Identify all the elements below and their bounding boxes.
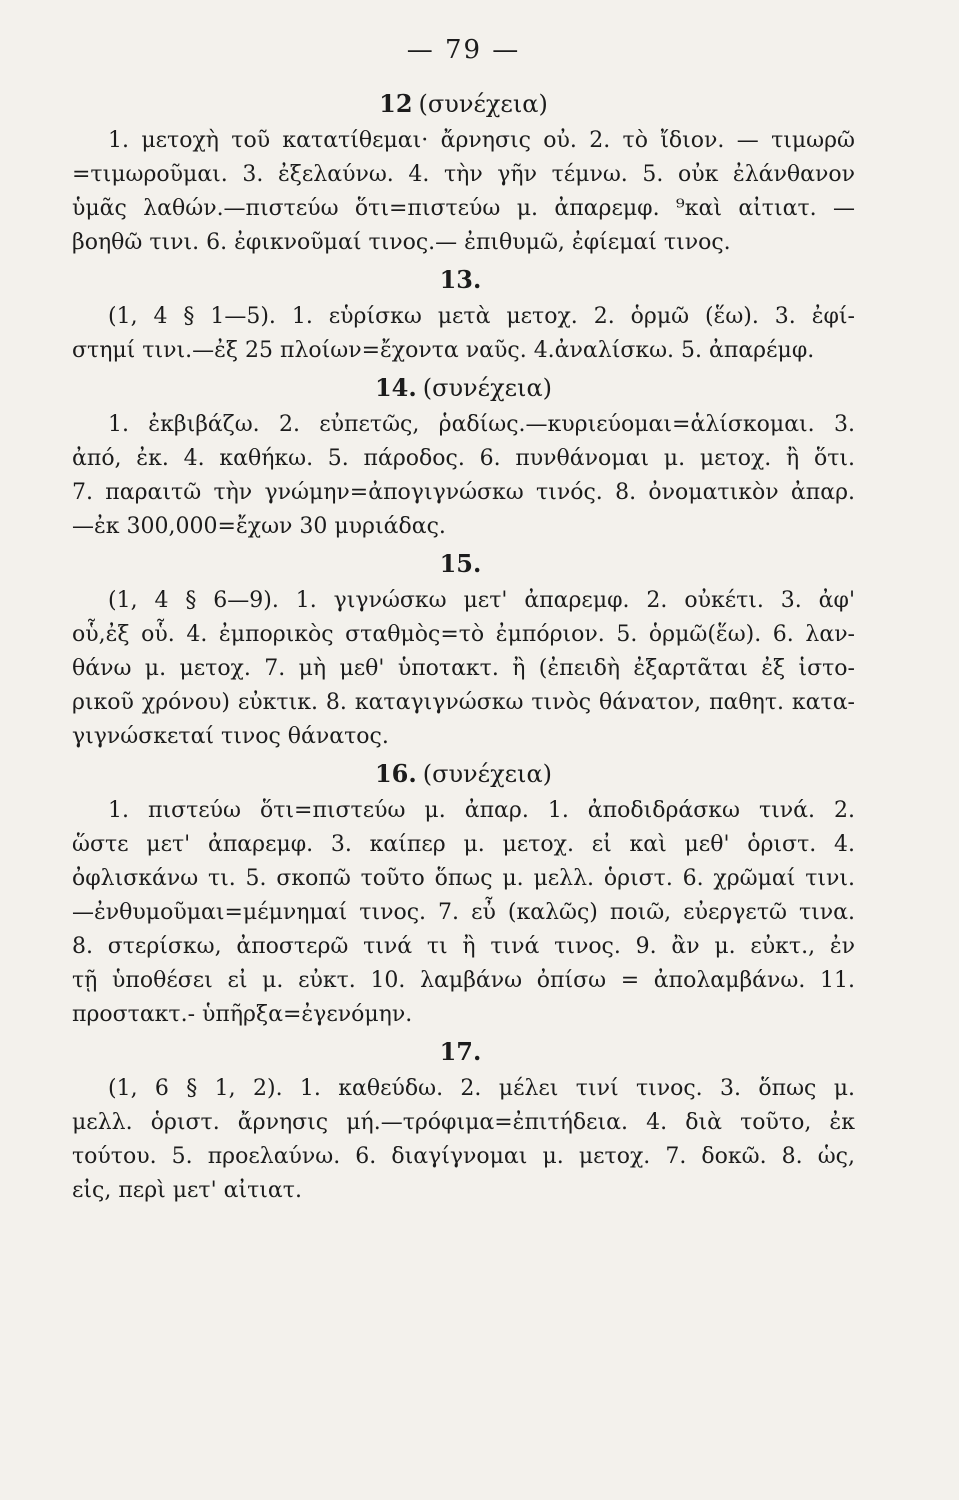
section-heading bbox=[72, 1032, 855, 1072]
section-subtitle: (συνέχεια) bbox=[418, 90, 548, 118]
section-heading bbox=[72, 260, 855, 300]
section-body bbox=[72, 1072, 855, 1208]
section-number: 15. bbox=[439, 549, 482, 578]
text-line: —ἐνθυμοῦμαι=μέμνημαί τινος. 7. εὖ (καλῶς) ποιῶ, εὐεργετῶ τινα. bbox=[72, 900, 855, 925]
text-line: 7. παραιτῶ τὴν γνώμην=ἀπογιγνώσκω τινός. 8. ὀνοματικὸν ἀπαρ. bbox=[72, 480, 855, 505]
text-line: =τιμωροῦμαι. 3. ἐξελαύνω. 4. τὴν γῆν τέμνω. 5. οὐκ ἐλάνθανον bbox=[72, 162, 855, 187]
text-line: τούτου. 5. προελαύνω. 6. διαγίγνομαι μ. μετοχ. 7. δοκῶ. 8. ὡς, bbox=[72, 1144, 855, 1169]
text-line: γιγνώσκεταί τινος θάνατος. bbox=[72, 724, 389, 749]
text-line: ρικοῦ χρόνου) εὐκτικ. 8. καταγιγνώσκω τινὸς θάνατον, παθητ. κατα- bbox=[72, 690, 855, 715]
text-line: οὗ,ἐξ οὗ. 4. ἐμπορικὸς σταθμὸς=τὸ ἐμπόριον. 5. ὁρμῶ(ἕω). 6. λαν- bbox=[72, 622, 855, 647]
page-content bbox=[72, 84, 855, 1208]
section-number: 14. bbox=[374, 373, 417, 402]
section-number: 12 bbox=[379, 89, 413, 118]
section-heading bbox=[72, 754, 855, 794]
text-line: βοηθῶ τινι. 6. ἐφικνοῦμαί τινος.— ἐπιθυμῶ, ἐφίεμαί τινος. bbox=[72, 230, 731, 255]
text-line: 1. ἐκβιβάζω. 2. εὐπετῶς, ῥαδίως.—κυριεύομαι=ἁλίσκομαι. 3. bbox=[108, 412, 855, 437]
section-body bbox=[72, 300, 855, 368]
section-heading bbox=[72, 368, 855, 408]
section-body bbox=[72, 794, 855, 1032]
text-line: 1. μετοχὴ τοῦ κατατίθεμαι· ἄρνησις οὐ. 2. τὸ ἴδιον. — τιμωρῶ bbox=[108, 128, 855, 153]
section-number: 13. bbox=[439, 265, 482, 294]
section-number: 17. bbox=[439, 1037, 482, 1066]
section-subtitle: (συνέχεια) bbox=[422, 374, 553, 402]
text-line: ὑμᾶς λαθών.—πιστεύω ὅτι=πιστεύω μ. ἀπαρεμφ. ⁹καὶ αἰτιατ. — bbox=[72, 196, 855, 221]
section-number: 16. bbox=[374, 759, 417, 788]
section-body bbox=[72, 408, 855, 544]
section-subtitle: (συνέχεια) bbox=[422, 760, 553, 788]
text-line: —ἐκ 300,000=ἔχων 30 μυριάδας. bbox=[72, 514, 446, 539]
text-line: 8. στερίσκω, ἀποστερῶ τινά τι ἢ τινά τινος. 9. ἂν μ. εὐκτ., ἐν bbox=[72, 934, 855, 959]
section-heading bbox=[72, 544, 855, 584]
text-line: (1, 4 § 6—9). 1. γιγνώσκω μετ' ἀπαρεμφ. 2. οὐκέτι. 3. ἀφ' bbox=[108, 588, 855, 613]
text-line: τῇ ὑποθέσει εἰ μ. εὐκτ. 10. λαμβάνω ὀπίσω = ἀπολαμβάνω. 11. bbox=[72, 968, 855, 993]
text-line: 1. πιστεύω ὅτι=πιστεύω μ. ἀπαρ. 1. ἀποδιδράσκω τινά. 2. bbox=[108, 798, 855, 823]
section-body bbox=[72, 584, 855, 754]
text-line: μελλ. ὁριστ. ἄρνησις μή.—τρόφιμα=ἐπιτήδεια. 4. διὰ τοῦτο, ἐκ bbox=[72, 1110, 855, 1135]
section-body bbox=[72, 124, 855, 260]
text-line: ὀφλισκάνω τι. 5. σκοπῶ τοῦτο ὅπως μ. μελλ. ὁριστ. 6. χρῶμαί τινι. bbox=[72, 866, 855, 891]
text-line: (1, 6 § 1, 2). 1. καθεύδω. 2. μέλει τινί τινος. 3. ὅπως μ. bbox=[108, 1076, 855, 1101]
text-line: ὥστε μετ' ἀπαρεμφ. 3. καίπερ μ. μετοχ. εἰ καὶ μεθ' ὁριστ. 4. bbox=[72, 832, 855, 857]
text-line: προστακτ.- ὑπῆρξα=ἐγενόμην. bbox=[72, 1002, 413, 1027]
page-number: — 79 — bbox=[406, 35, 521, 65]
text-line: (1, 4 § 1—5). 1. εὑρίσκω μετὰ μετοχ. 2. ὁρμῶ (ἕω). 3. ἐφί- bbox=[108, 304, 855, 329]
text-line: εἰς, περὶ μετ' αἰτιατ. bbox=[72, 1178, 302, 1203]
text-line: θάνω μ. μετοχ. 7. μὴ μεθ' ὑποτακτ. ἢ (ἐπειδὴ ἐξαρτᾶται ἐξ ἱστο- bbox=[72, 656, 855, 681]
section-heading bbox=[72, 84, 855, 124]
text-line: στημί τινι.—ἐξ 25 πλοίων=ἔχοντα ναῦς. 4.ἀναλίσκω. 5. ἀπαρέμφ. bbox=[72, 338, 815, 363]
text-line: ἀπό, ἐκ. 4. καθήκω. 5. πάροδος. 6. πυνθάνομαι μ. μετοχ. ἢ ὅτι. bbox=[72, 446, 855, 471]
